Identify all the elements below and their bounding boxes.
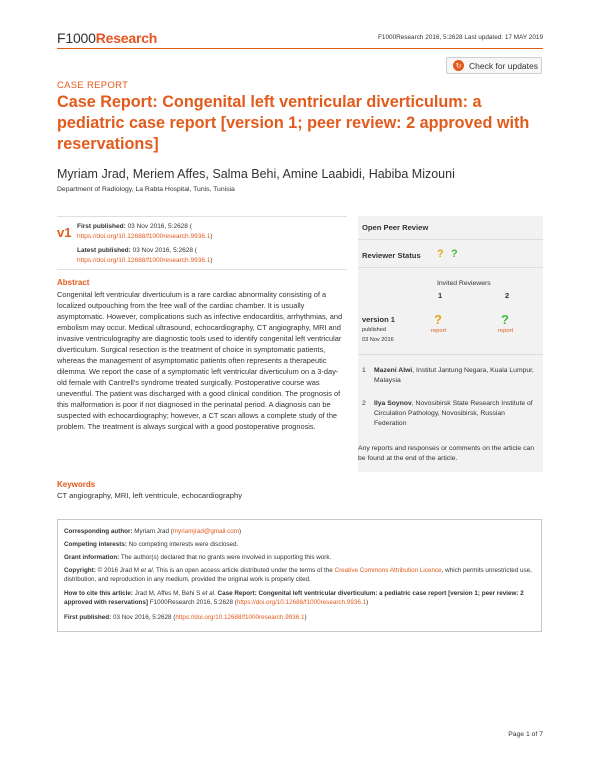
keywords-text: CT angiography, MRI, left ventricule, echocardiography: [57, 491, 243, 500]
cite-title: Case Report: Congenital left ventricular diverticulum: a pediatric case report [version 1; peer review: 2 approved with reservations]: [64, 590, 524, 607]
page-number: Page 1 of 7: [508, 731, 543, 738]
pubinfo-bottom-rule: [57, 269, 347, 270]
header-meta: F1000Research 2016, 5:2628 Last updated: 17 MAY 2019: [378, 34, 543, 41]
latest-published-info: [77, 246, 342, 265]
citation: [64, 589, 534, 607]
peer-review-divider-3: [358, 354, 543, 355]
copyright-value3: , which permits unrestricted use, distribution, and reproduction in any medium, provided the original work is properly cited.: [64, 567, 532, 584]
copyright-statement: [64, 566, 534, 584]
corresponding-value: Myriam Jrad (: [132, 528, 173, 535]
author-list: Myriam Jrad, Meriem Affes, Salma Behi, Amine Laabidi, Habiba Mizouni: [57, 167, 455, 181]
first-published-footer: [64, 613, 534, 622]
header-divider: [57, 48, 543, 49]
copyright-label: Copyright:: [64, 567, 96, 574]
reviewer-column-2: 2: [505, 291, 510, 300]
copyright-value: © 2016 Jrad M: [95, 567, 141, 574]
footer-first-published-value: 03 Nov 2016, 5:2628 (: [111, 614, 176, 621]
latest-published-value: 03 Nov 2016, 5:2628 (: [132, 247, 197, 254]
version-published: published: [362, 327, 386, 333]
report-mark-1[interactable]: ?: [434, 312, 442, 327]
peer-review-divider-2: [358, 267, 543, 268]
logo-part2: Research: [95, 30, 158, 46]
corresponding-author: [64, 527, 534, 536]
corresponding-label: Corresponding author:: [64, 528, 133, 535]
footer-doi-link[interactable]: https://doi.org/10.12688/f1000research.9936.1: [175, 614, 305, 621]
affiliation: Department of Radiology, La Rabta Hospital, Tunis, Tunisia: [57, 186, 235, 193]
reviewer-status-label: Reviewer Status: [362, 251, 421, 260]
check-updates-label: Check for updates: [469, 60, 538, 71]
report-link-1[interactable]: report: [431, 328, 447, 334]
report-link-2[interactable]: report: [498, 328, 514, 334]
competing-interests: [64, 540, 534, 549]
first-published-close: ): [210, 232, 213, 240]
reviewer-entry-1: [362, 366, 537, 396]
cite-close: ): [366, 599, 369, 607]
article-type-label: CASE REPORT: [57, 80, 129, 91]
license-link[interactable]: Creative Commons Attribution Licence: [334, 567, 442, 574]
copyright-value2: . This is an open access article distributed under the terms of the: [152, 567, 335, 574]
reviewer-entry-2: [362, 399, 537, 439]
grant-information: [64, 553, 534, 562]
reviewer-status-mark-2: ?: [451, 248, 458, 260]
reviewer-affiliation: , Novosibirsk State Research Institute of Circulation Pathology, Novosibirsk, Russian Federation: [374, 400, 533, 427]
version-cell: [362, 315, 395, 345]
journal-logo[interactable]: [57, 30, 157, 46]
logo-part1: F1000: [57, 30, 96, 46]
peer-review-title: Open Peer Review: [362, 223, 429, 232]
corresponding-close: ): [239, 528, 242, 535]
reviewer-text: [374, 399, 539, 429]
abstract-text: Congenital left ventricular diverticulum is a rare cardiac abnormality consisting of a localized outpouching from the free wall of the cardiac chamber. It is usually asymptomatic. However, complications such as infective endocarditis, arrhythmias, and embolism may occur. Medical ultrasound, echocardiography, CT angiography, MRI and invasive ventriculography are diagnostic tools used to identify congenital left ventricular diverticulum. Surgical resection is the treatment of choice in symptomatic patients, whereas the management of asymptomatic patients often represents a therapeutic dilemma. We report the case of a symptomatic left ventricular diverticulum on a 3-day-old female with Cantrell's syndrome treated surgically. Postoperative course was uneventful. The patient was discharged with a good clinical condition. The prognosis of this malformation is poor if not diagnosed in the perinatal period. A diagnosis can be suspected with echocardiography; however, a CT scan allows a complete study of the problem. The treatment is always surgical with a good postoperative prognosis.: [57, 290, 343, 431]
latest-published-label: Latest published:: [77, 247, 131, 254]
first-published-info: [77, 222, 342, 241]
reviewer-status-mark-1: ?: [437, 248, 444, 260]
reviewer-text: [374, 366, 539, 386]
report-mark-2[interactable]: ?: [501, 312, 509, 327]
competing-value: No competing interests were disclosed.: [126, 541, 239, 548]
cite-doi-link[interactable]: https://doi.org/10.12688/f1000research.9936.1: [236, 599, 367, 607]
reviewer-name: Ilya Soynov: [374, 400, 412, 407]
peer-review-note: Any reports and responses or comments on the article can be found at the end of the article.: [358, 445, 535, 462]
invited-reviewers-label: Invited Reviewers: [437, 280, 491, 287]
peer-review-divider-1: [358, 239, 543, 240]
reviewer-name: Mazeni Alwi: [374, 367, 413, 374]
version-date: 03 Nov 2016: [362, 337, 394, 343]
competing-label: Competing interests:: [64, 541, 127, 548]
corresponding-email-link[interactable]: myriamjrad@gmail.com: [172, 528, 240, 535]
refresh-icon: ↻: [453, 60, 464, 71]
keywords-heading: Keywords: [57, 480, 96, 489]
grant-label: Grant information:: [64, 554, 120, 561]
article-title: Case Report: Congenital left ventricular diverticulum: a pediatric case report [version 1; peer review: 2 approved with reservations]: [57, 93, 530, 153]
first-published-doi-link[interactable]: https://doi.org/10.12688/f1000research.9936.1: [77, 232, 211, 240]
grant-value: The author(s) declared that no grants were involved in supporting this work.: [119, 554, 332, 561]
reviewer-number: 2: [362, 400, 366, 407]
footer-first-published-label: First published:: [64, 614, 112, 621]
cite-value: Jrad M, Affes M, Behi S: [132, 590, 203, 597]
footer-close: ): [304, 614, 307, 621]
version-label: version 1: [362, 315, 395, 324]
latest-published-close: ): [210, 256, 213, 264]
cite-etal: et al.: [202, 590, 216, 597]
check-updates-button[interactable]: [446, 57, 542, 74]
first-published-label: First published:: [77, 223, 126, 230]
reviewer-number: 1: [362, 367, 366, 374]
version-tag: v1: [57, 225, 72, 240]
latest-published-doi-link[interactable]: https://doi.org/10.12688/f1000research.9936.1: [77, 256, 211, 264]
pubinfo-top-rule: [57, 216, 347, 217]
cite-value2: F1000Research 2016, 5:2628 (: [147, 599, 237, 607]
reviewer-column-1: 1: [438, 291, 443, 300]
reviewer-affiliation: , Institut Jantung Negara, Kuala Lumpur, Malaysia: [374, 367, 534, 384]
first-published-value: 03 Nov 2016, 5:2628 (: [127, 223, 192, 230]
abstract-heading: Abstract: [57, 278, 90, 287]
copyright-etal: et al: [140, 567, 153, 574]
cite-label: How to cite this article:: [64, 590, 133, 597]
